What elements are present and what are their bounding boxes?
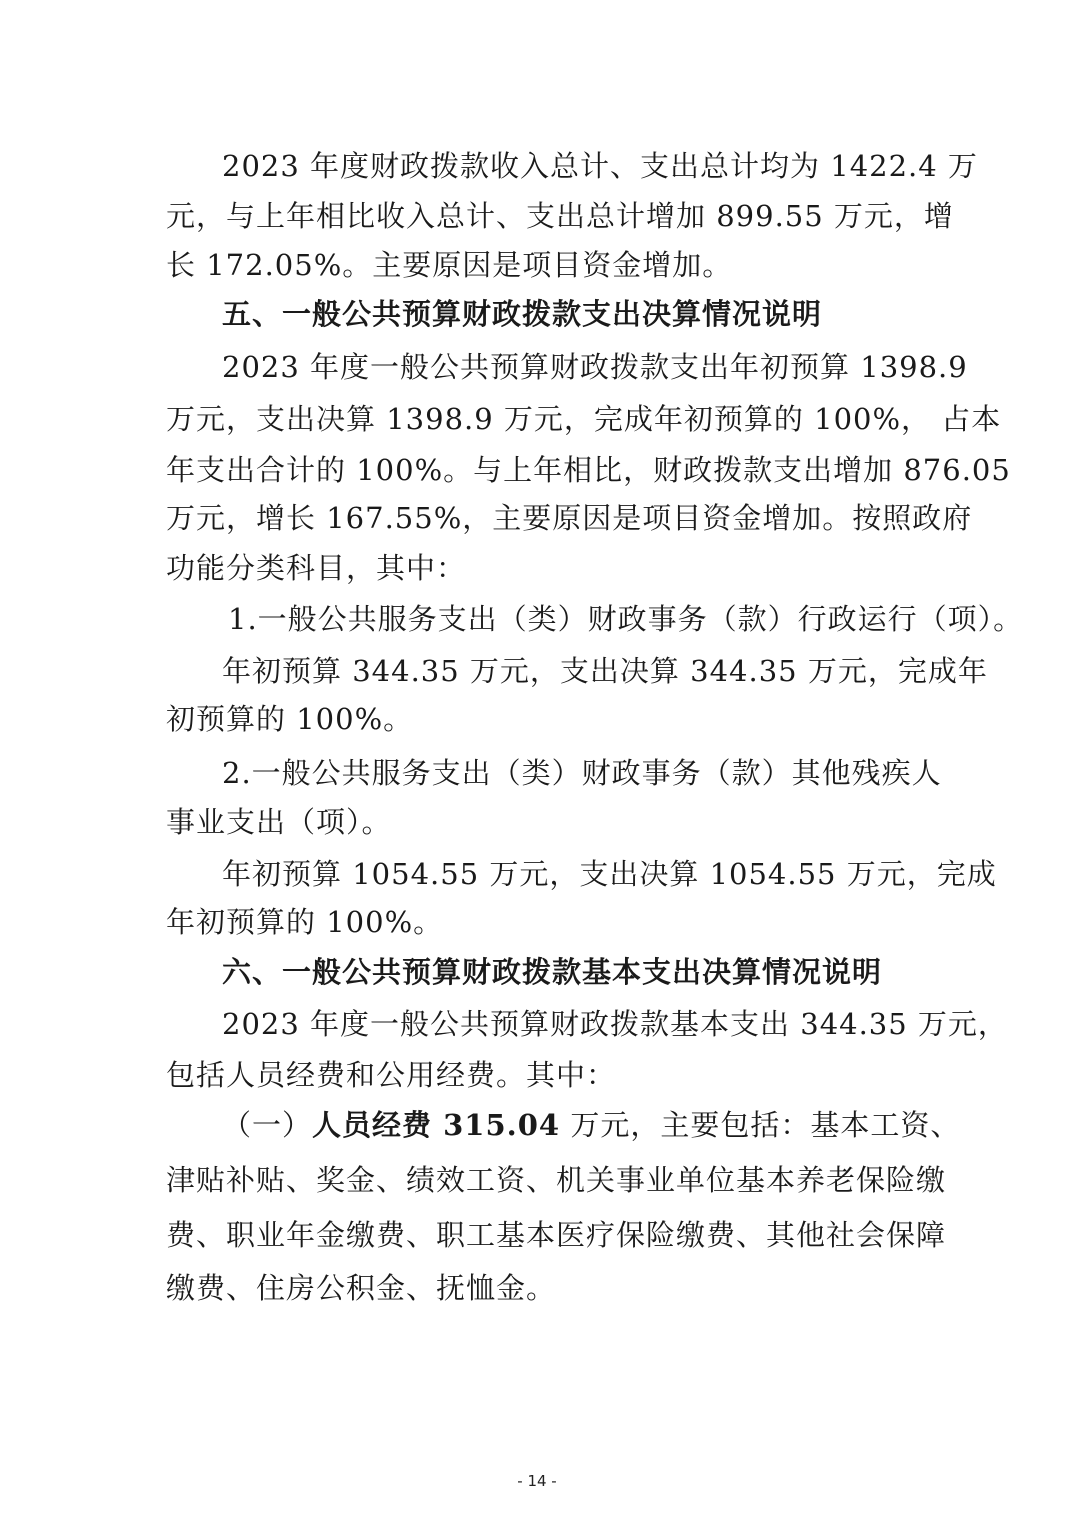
paragraph-line: 年初预算 1054.55 万元，支出决算 1054.55 万元，完成 <box>222 857 997 891</box>
paragraph-line: 事业支出（项）。 <box>166 805 392 839</box>
paragraph-line: 2023 年度财政拨款收入总计、支出总计均为 1422.4 万 <box>222 149 978 183</box>
personnel-expense-emphasis: 人员经费 315.04 <box>312 1108 561 1142</box>
paragraph-line: 年初预算的 100%。 <box>166 905 444 939</box>
list-item-2: 2.一般公共服务支出（类）财政事务（款）其他残疾人 <box>222 756 942 790</box>
paragraph-line: 缴费、住房公积金、抚恤金。 <box>166 1271 557 1305</box>
paragraph-line: 年支出合计的 100%。与上年相比，财政拨款支出增加 876.05 <box>166 453 1011 487</box>
paragraph-line: 2023 年度一般公共预算财政拨款支出年初预算 1398.9 <box>222 350 968 384</box>
paragraph-line: 包括人员经费和公用经费。其中： <box>166 1058 617 1092</box>
section-heading-5: 五、一般公共预算财政拨款支出决算情况说明 <box>222 297 823 331</box>
paragraph-line: 长 172.05%。主要原因是项目资金增加。 <box>166 248 733 282</box>
paragraph-line: 2023 年度一般公共预算财政拨款基本支出 344.35 万元， <box>222 1007 1008 1041</box>
paragraph-line-personnel <box>222 1108 961 1142</box>
paragraph-text: 万元，主要包括：基本工资、 <box>560 1108 961 1142</box>
paragraph-line: 津贴补贴、奖金、绩效工资、机关事业单位基本养老保险缴 <box>166 1163 947 1197</box>
paragraph-line: 初预算的 100%。 <box>166 702 414 736</box>
paragraph-line: 年初预算 344.35 万元，支出决算 344.35 万元，完成年 <box>222 654 988 688</box>
subsection-prefix: （一） <box>222 1108 313 1142</box>
paragraph-line: 万元，支出决算 1398.9 万元，完成年初预算的 100%， 占本 <box>166 402 1002 436</box>
paragraph-line: 元，与上年相比收入总计、支出总计增加 899.55 万元，增 <box>166 199 954 233</box>
paragraph-line: 功能分类科目，其中： <box>166 551 467 585</box>
section-heading-6: 六、一般公共预算财政拨款基本支出决算情况说明 <box>222 955 883 989</box>
page-number: - 14 - <box>517 1472 557 1490</box>
paragraph-line: 万元，增长 167.55%，主要原因是项目资金增加。按照政府 <box>166 501 973 535</box>
paragraph-line: 费、职业年金缴费、职工基本医疗保险缴费、其他社会保障 <box>166 1218 947 1252</box>
list-item-1: 1.一般公共服务支出（类）财政事务（款）行政运行（项）。 <box>228 602 1024 636</box>
